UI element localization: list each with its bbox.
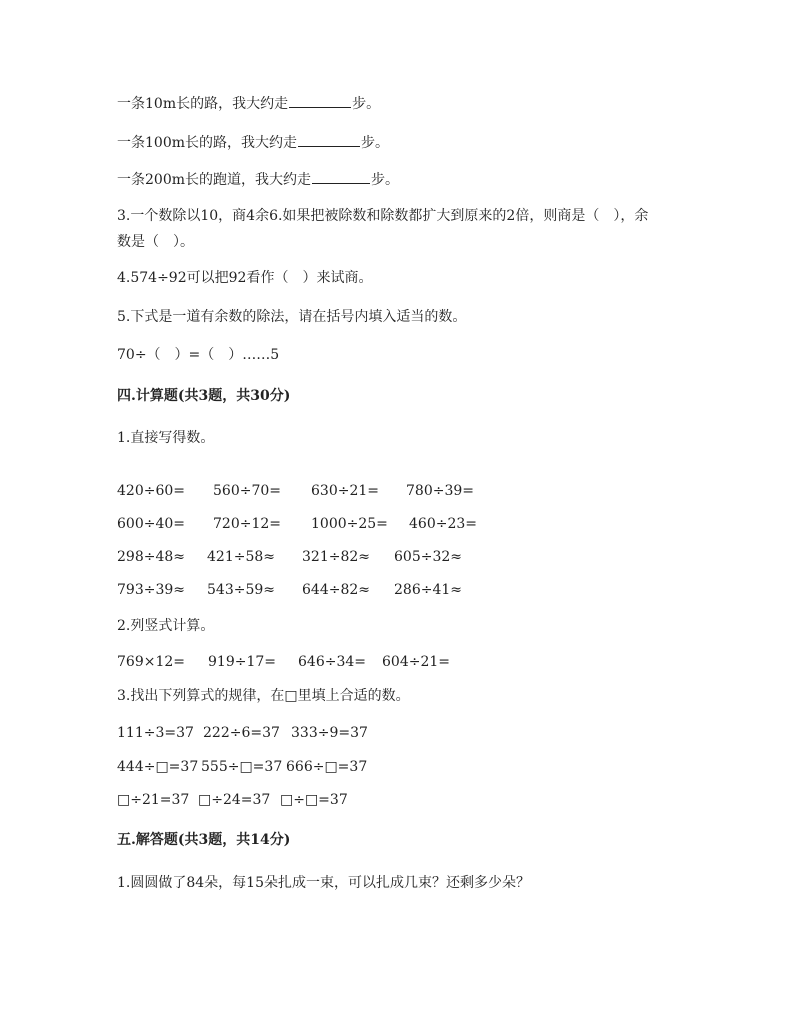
calc-q2-title: 2.列竖式计算。 [117,618,215,634]
question-text: 一条200m长的跑道，我大约走 [117,172,311,188]
calc-q1-title: 1.直接写得数。 [117,430,215,446]
calc-item: 646÷34= [298,654,366,670]
calc-item: 321÷82≈ [302,549,370,565]
answer-blank[interactable] [289,93,351,108]
question-3-text: 3.一个数除以10，商4余6.如果把被除数和除数都扩大到原来的2倍，则商是（ ），余数是（ ）。 [117,208,649,250]
walk-question-100m [117,132,389,153]
calc-item: 720÷12= [213,516,281,532]
question-suffix: 步。 [371,172,399,188]
calc-item: 644÷82≈ [302,582,370,598]
calc-item: 605÷32≈ [394,549,462,565]
calc-item: 560÷70= [213,483,281,499]
calc-item: 604÷21= [382,654,450,670]
question-suffix: 步。 [352,96,381,112]
calc-item: 600÷40= [117,516,185,532]
answer-blank[interactable] [298,132,360,147]
answer-q1-text: 1.圆圆做了84朵，每15朵扎成一束，可以扎成几束？还剩多少朵？ [117,875,530,891]
calc-item: 420÷60= [117,483,185,499]
question-5-text: 5.下式是一道有余数的除法，请在括号内填入适当的数。 [117,309,467,325]
pattern-item: 333÷9=37 [291,725,368,741]
pattern-item: 666÷□=37 [286,759,368,775]
question-text: 一条100m长的路，我大约走 [117,135,297,151]
pattern-item: 111÷3=37 [117,725,194,741]
calc-item: 421÷58≈ [207,549,275,565]
pattern-item: 555÷□=37 [201,759,283,775]
pattern-item: 222÷6=37 [203,725,280,741]
answer-blank[interactable] [312,169,370,184]
calc-item: 780÷39= [406,483,474,499]
section-4-heading: 四.计算题(共3题，共30分) [117,388,291,404]
walk-question-200m [117,169,399,190]
calc-item: 630÷21= [311,483,379,499]
question-text: 一条10m长的路，我大约走 [117,96,289,112]
calc-item: 793÷39≈ [117,582,185,598]
pattern-item: 444÷□=37 [117,759,199,775]
question-4-text: 4.574÷92可以把92看作（ ）来试商。 [117,270,373,286]
calc-item: 919÷17= [208,654,276,670]
walk-question-10m [117,93,380,114]
calc-item: 286÷41≈ [394,582,462,598]
calc-item: 1000÷25= [311,516,388,532]
calc-item: 769×12= [117,654,185,670]
calc-item: 298÷48≈ [117,549,185,565]
pattern-item: □÷24=37 [198,792,271,808]
pattern-item: □÷21=37 [117,792,190,808]
pattern-item: □÷□=37 [280,792,348,808]
calc-q3-title: 3.找出下列算式的规律，在□里填上合适的数。 [117,688,410,704]
calc-item: 460÷23= [409,516,477,532]
question-5-expression: 70÷（ ）=（ ）……5 [117,347,280,363]
question-suffix: 步。 [361,135,389,151]
section-5-heading: 五.解答题(共3题，共14分) [117,832,291,848]
calc-item: 543÷59≈ [207,582,275,598]
